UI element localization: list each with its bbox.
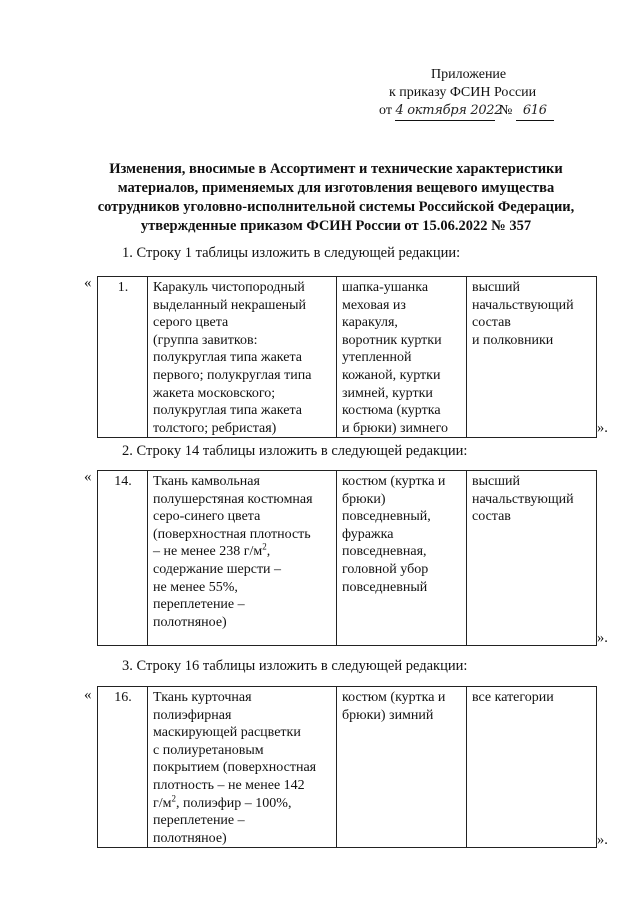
close-quote-3: ».: [597, 832, 608, 848]
category-cell: высший начальствующий состав: [467, 471, 597, 646]
close-quote-1: ».: [597, 420, 608, 436]
items-cell: шапка-ушанка меховая из каракуля, воротник куртки утепленной кожаной, куртки зимней, куртки костюма (куртка и брюки) зимнего: [337, 277, 467, 438]
appendix-order-ref: к приказу ФСИН России: [389, 85, 537, 100]
heading-line-4: утвержденные приказом ФСИН России от 15.06.2022 № 357: [140, 218, 532, 234]
row-number: 1.: [98, 277, 148, 438]
appendix-title: Приложение: [431, 67, 507, 82]
number-sign: №: [498, 103, 513, 118]
row-number: 14.: [98, 471, 148, 646]
table-row-16: [97, 686, 597, 848]
table-row-1: [97, 276, 597, 438]
row-number: 16.: [98, 687, 148, 848]
handwritten-date: 4 октября 2022: [395, 102, 495, 121]
open-quote-3: «: [84, 687, 92, 703]
close-quote-2: ».: [597, 630, 608, 646]
date-prefix: от: [379, 103, 392, 118]
heading-line-1: Изменения, вносимые в Ассортимент и технические характеристики: [109, 161, 563, 177]
instruction-3: 3. Строку 16 таблицы изложить в следующей редакции:: [122, 658, 468, 674]
document-heading: [86, 160, 586, 236]
handwritten-number: 616: [516, 102, 554, 121]
open-quote-1: «: [84, 275, 92, 291]
category-cell: все категории: [467, 687, 597, 848]
category-cell: высший начальствующий состав и полковники: [467, 277, 597, 438]
instruction-2: 2. Строку 14 таблицы изложить в следующей редакции:: [122, 443, 468, 459]
table-row-14: [97, 470, 597, 646]
open-quote-2: «: [84, 469, 92, 485]
heading-line-2: материалов, применяемых для изготовления вещевого имущества: [117, 180, 555, 196]
heading-line-3: сотрудников уголовно-исполнительной системы Российской Федерации,: [97, 199, 575, 215]
material-cell: Ткань курточная полиэфирная маскирующей расцветки с полиуретановым покрытием (поверхностная плотность – не менее 142 $г/м^2$, полиэфир – 100%, переплетение – полотняное): [148, 687, 337, 848]
items-cell: костюм (куртка и брюки) повседневный, фуражка повседневная, головной убор повседневный: [337, 471, 467, 646]
appendix-header: [370, 66, 570, 121]
items-cell: костюм (куртка и брюки) зимний: [337, 687, 467, 848]
appendix-date-line: [370, 102, 570, 121]
material-cell: Каракуль чистопородный выделанный некрашеный серого цвета (группа завитков: полукруглая типа жакета первого; полукруглая типа жакета московского; полукруглая типа жакета толстого; ребристая): [148, 277, 337, 438]
instruction-1: 1. Строку 1 таблицы изложить в следующей редакции:: [122, 245, 461, 261]
material-cell: Ткань камвольная полушерстяная костюмная серо-синего цвета (поверхностная плотность – не менее 238 $г/м^2$, содержание шерсти – не менее 55%, переплетение – полотняное): [148, 471, 337, 646]
